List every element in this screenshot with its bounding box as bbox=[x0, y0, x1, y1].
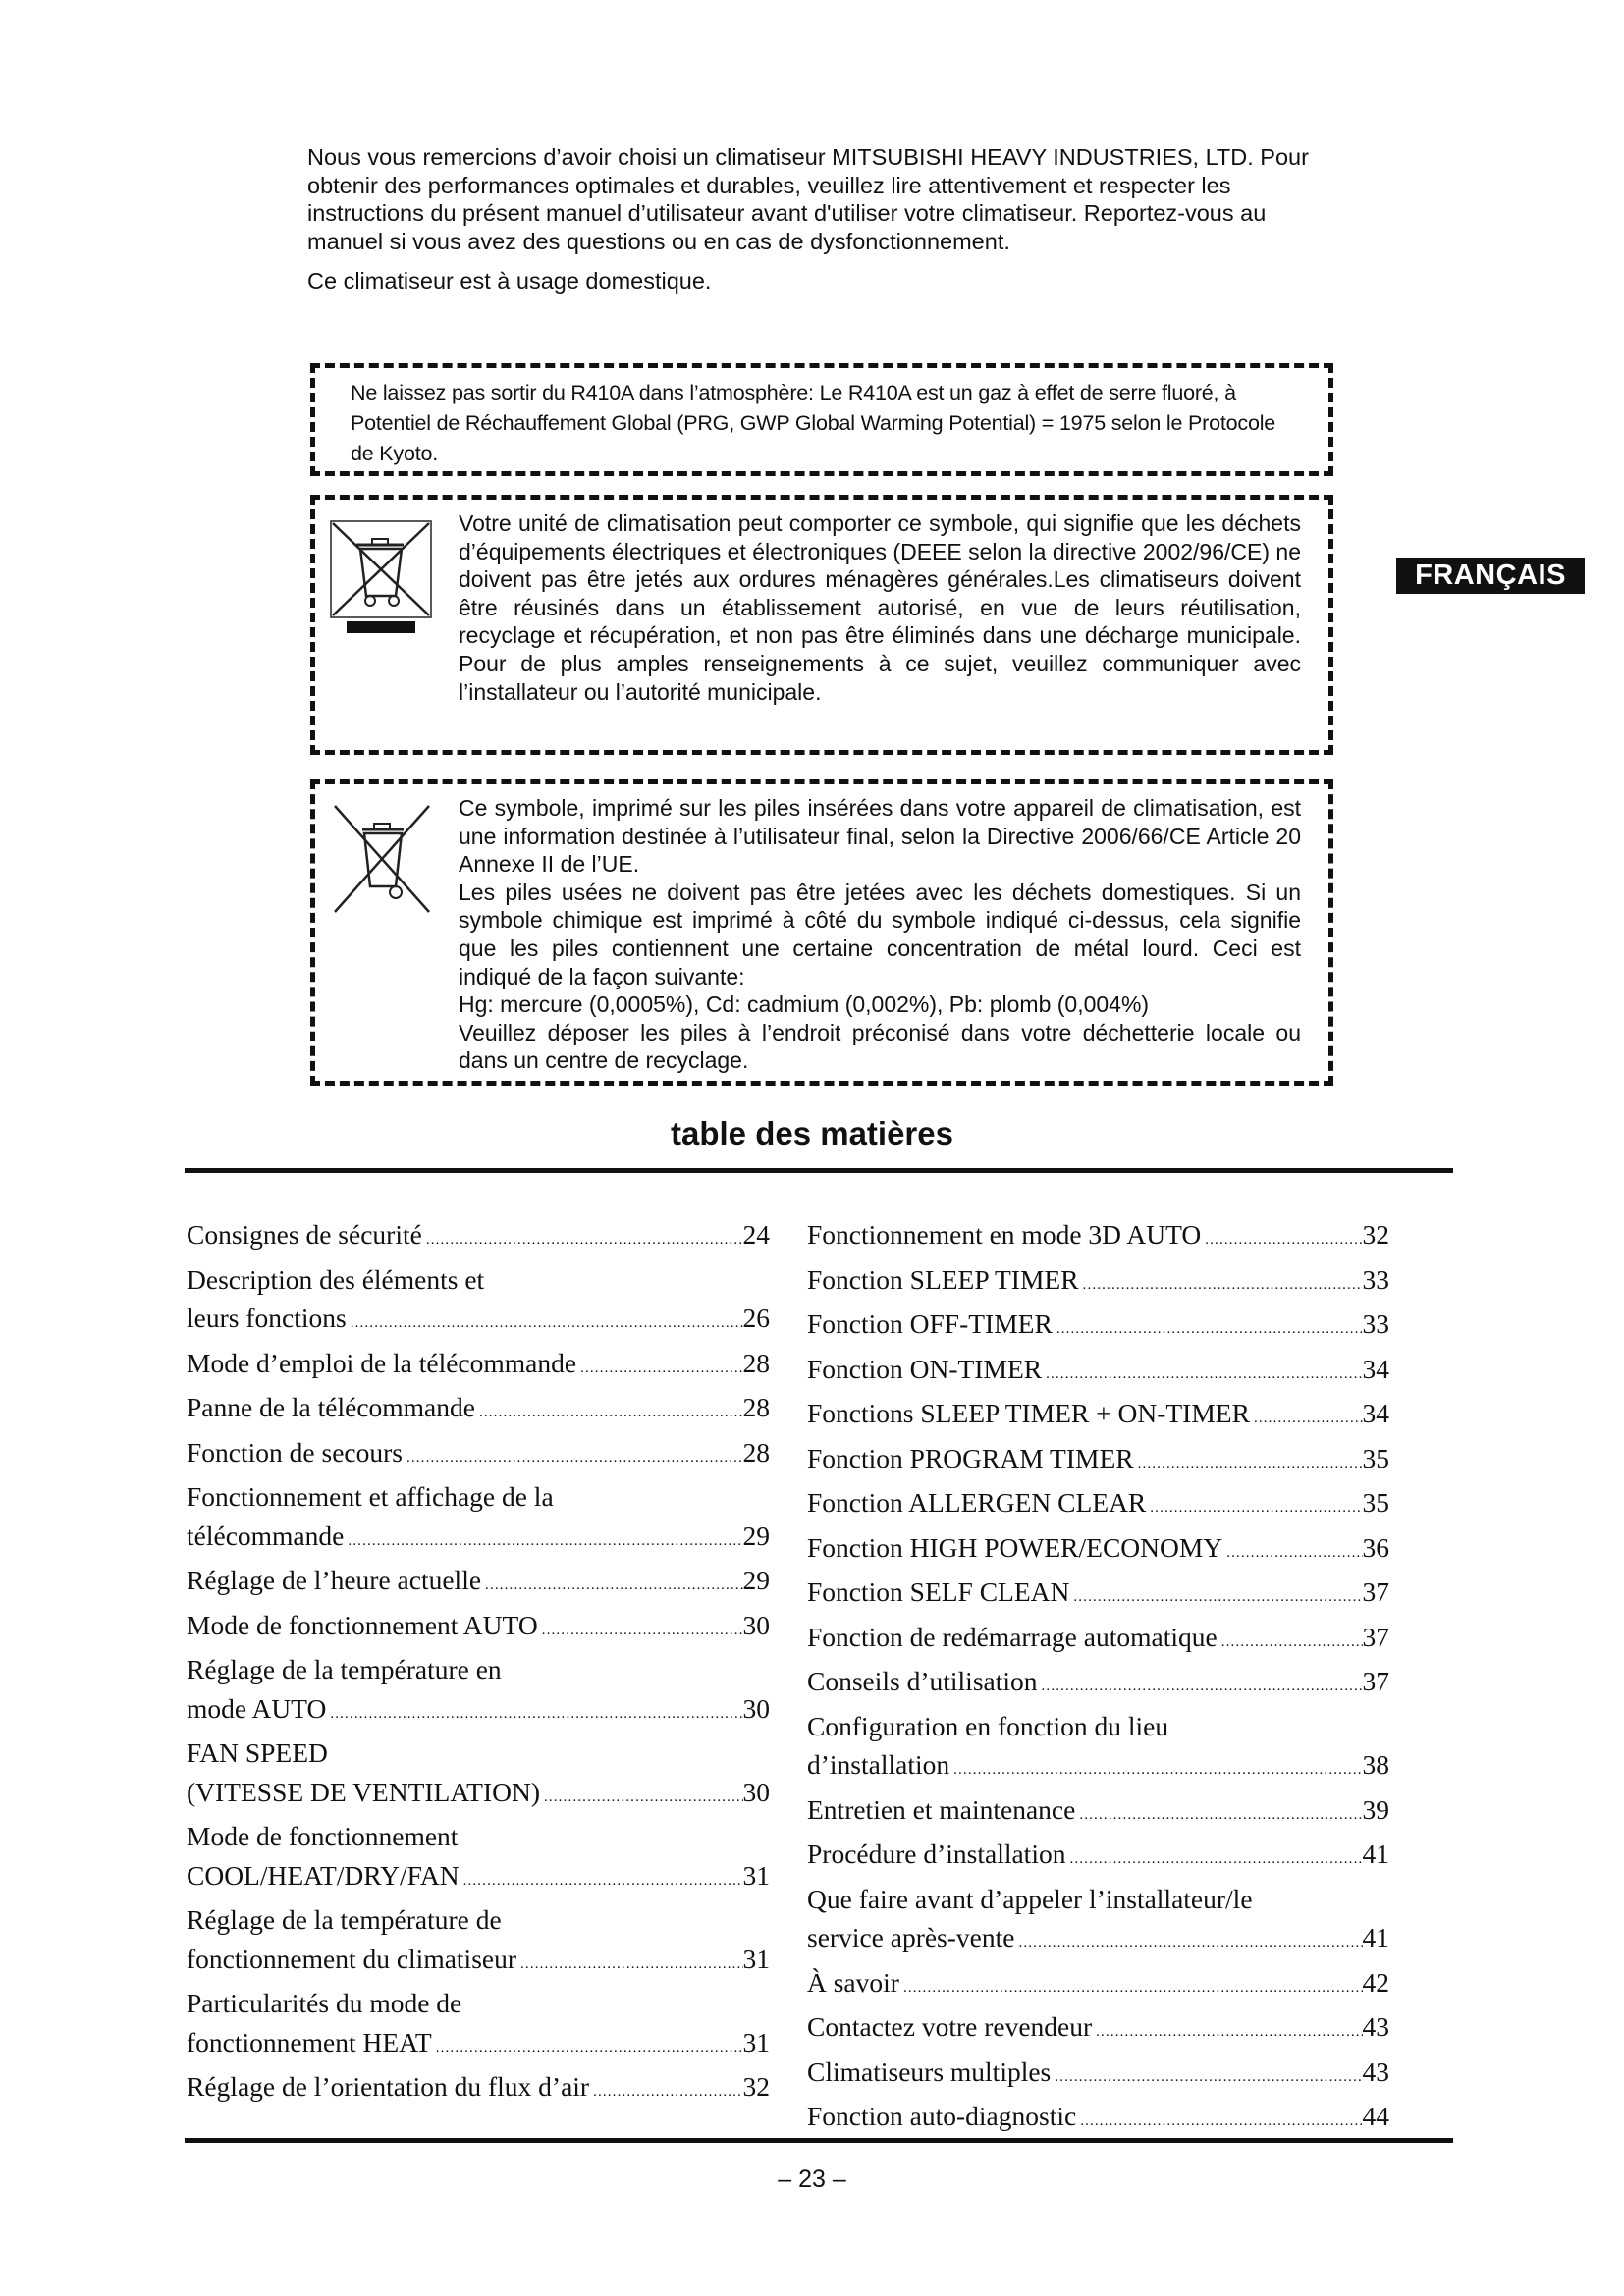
toc-dot-leader bbox=[1075, 1790, 1362, 1836]
toc-dot-leader bbox=[1038, 1662, 1363, 1707]
toc-entry bbox=[807, 1963, 1389, 2008]
toc-entry bbox=[187, 1433, 770, 1478]
toc-entry-title: Fonctions SLEEP TIMER + ON-TIMER bbox=[807, 1398, 1250, 1428]
toc-entry-page: 29 bbox=[742, 1565, 770, 1595]
refrigerant-warning-text: Ne laissez pas sortir du R410A dans l’atmosphère: Le R410A est un gaz à effet de serre fluoré, à Potentiel de Réchauffement Global (PRG, GWP Global Warming Potential) = 1975 selon le Protocole de Kyoto. bbox=[351, 381, 1276, 465]
toc-entry bbox=[807, 1707, 1389, 1746]
toc-entry-page: 24 bbox=[742, 1219, 770, 1250]
toc-dot-leader bbox=[403, 1433, 743, 1478]
toc-entry-title: COOL/HEAT/DRY/FAN bbox=[187, 1859, 460, 1891]
toc-dot-leader bbox=[1134, 1439, 1363, 1484]
refrigerant-warning-box bbox=[310, 363, 1333, 476]
toc-entry-title: Mode de fonctionnement bbox=[187, 1821, 459, 1851]
toc-entry bbox=[807, 1483, 1389, 1528]
toc-dot-leader bbox=[1065, 1835, 1362, 1880]
language-tab: FRANÇAIS bbox=[1396, 558, 1585, 594]
toc-dot-leader bbox=[1042, 1350, 1362, 1395]
toc-dot-leader bbox=[1250, 1394, 1363, 1439]
footer-rule bbox=[185, 2138, 1453, 2143]
toc-dot-leader bbox=[1053, 1305, 1363, 1350]
toc-entry-title: À savoir bbox=[807, 1966, 899, 1998]
toc-entry-title: Fonction HIGH POWER/ECONOMY bbox=[807, 1531, 1223, 1563]
toc-dot-leader bbox=[326, 1689, 742, 1735]
toc-entry-page: 37 bbox=[1362, 1666, 1389, 1696]
toc-entry-title: service après-vente bbox=[807, 1922, 1015, 1952]
battery-notice-paragraph-4: Veuillez déposer les piles à l’endroit préconisé dans votre déchetterie locale ou dans un centre de recyclage. bbox=[459, 1019, 1301, 1074]
toc-dot-leader bbox=[1146, 1483, 1362, 1528]
toc-entry-page: 33 bbox=[1362, 1308, 1389, 1339]
toc-entry-title: Fonction ON-TIMER bbox=[807, 1353, 1043, 1384]
toc-dot-leader bbox=[1051, 2053, 1362, 2098]
toc-dot-leader bbox=[540, 1773, 743, 1818]
toc-entry bbox=[807, 1439, 1389, 1484]
toc-entry-title: Mode d’emploi de la télécommande bbox=[187, 1347, 577, 1378]
toc-entry bbox=[187, 2067, 770, 2112]
toc-entry-title: Fonction auto-diagnostic bbox=[807, 2101, 1077, 2131]
toc-entry-title: Description des éléments et bbox=[187, 1263, 485, 1295]
toc-entry bbox=[187, 1517, 770, 1562]
toc-entry bbox=[807, 1618, 1389, 1663]
toc-entry-page: 30 bbox=[742, 1776, 770, 1807]
toc-entry bbox=[187, 1940, 770, 1985]
toc-entry-title: Fonction de secours bbox=[187, 1436, 403, 1468]
crossed-out-wheelie-bin-icon bbox=[327, 519, 435, 637]
toc-entry bbox=[187, 1900, 770, 1940]
toc-dot-leader bbox=[1079, 1260, 1363, 1306]
crossed-out-battery-bin-icon bbox=[333, 800, 431, 918]
toc-entry-page: 35 bbox=[1362, 1442, 1389, 1473]
toc-dot-leader bbox=[347, 1299, 743, 1344]
weee-notice-box bbox=[310, 495, 1333, 755]
intro-domestic-use-note: Ce climatiseur est à usage domestique. bbox=[307, 268, 712, 294]
toc-entry-title: leurs fonctions bbox=[187, 1303, 347, 1333]
toc-entry-page: 34 bbox=[1362, 1398, 1389, 1428]
toc-entry-page: 39 bbox=[1362, 1793, 1389, 1825]
toc-entry-title: d’installation bbox=[807, 1749, 950, 1780]
toc-entry-page: 31 bbox=[742, 1943, 770, 1974]
toc-entry-page: 43 bbox=[1362, 2011, 1389, 2042]
toc-title: table des matières bbox=[671, 1115, 953, 1151]
toc-entry bbox=[187, 2023, 770, 2068]
toc-entry bbox=[807, 1745, 1389, 1790]
toc-entry-title: (VITESSE DE VENTILATION) bbox=[187, 1776, 540, 1807]
toc-entry-page: 28 bbox=[742, 1347, 770, 1378]
toc-dot-leader bbox=[949, 1745, 1362, 1790]
toc-entry bbox=[807, 2007, 1389, 2053]
toc-entry bbox=[187, 1689, 770, 1735]
toc-entry bbox=[187, 1388, 770, 1433]
toc-entry-page: 33 bbox=[1362, 1263, 1389, 1295]
battery-notice-box bbox=[310, 779, 1333, 1086]
toc-entry bbox=[187, 1260, 770, 1300]
toc-dot-leader bbox=[1222, 1528, 1362, 1574]
toc-entry bbox=[807, 1835, 1389, 1880]
toc-entry-title: Fonction SLEEP TIMER bbox=[807, 1263, 1079, 1295]
toc-entry-title: Réglage de la température de bbox=[187, 1904, 502, 1935]
toc-dot-leader bbox=[1069, 1573, 1362, 1618]
toc-entry bbox=[807, 1528, 1389, 1574]
toc-dot-leader bbox=[344, 1517, 742, 1562]
toc-entry-title: Configuration en fonction du lieu bbox=[807, 1710, 1169, 1741]
toc-dot-leader bbox=[475, 1388, 743, 1433]
intro-paragraph: Nous vous remercions d’avoir choisi un climatiseur MITSUBISHI HEAVY INDUSTRIES, LTD. Pour obtenir des performances optimales et durables, veuillez lire attentivement et respecter les instructions du présent manuel d’utilisateur avant d'utiliser votre climatiseur. Reportez-vous au manuel si vous avez des questions ou en cas de dysfonctionnement. bbox=[307, 144, 1309, 254]
toc-entry-page: 44 bbox=[1362, 2101, 1389, 2131]
toc-entry-title: mode AUTO bbox=[187, 1692, 327, 1724]
toc-entry-page: 43 bbox=[1362, 2056, 1389, 2087]
toc-dot-leader bbox=[460, 1856, 743, 1901]
toc-entry bbox=[807, 1394, 1389, 1439]
toc-entry-title: Fonctionnement en mode 3D AUTO bbox=[807, 1219, 1202, 1250]
toc-entry-page: 36 bbox=[1362, 1531, 1389, 1563]
toc-entry-title: Climatiseurs multiples bbox=[807, 2056, 1052, 2087]
toc-entry-title: Particularités du mode de bbox=[187, 1988, 462, 2018]
toc-entry-page: 32 bbox=[742, 2071, 770, 2102]
toc-entry bbox=[807, 1260, 1389, 1306]
toc-entry-page: 32 bbox=[1362, 1219, 1389, 1250]
toc-entry bbox=[807, 1790, 1389, 1836]
toc-entry bbox=[807, 1215, 1389, 1260]
toc-entry-page: 26 bbox=[742, 1303, 770, 1333]
toc-dot-leader bbox=[589, 2067, 742, 2112]
toc-entry bbox=[187, 1984, 770, 2023]
toc-entry-title: Réglage de l’heure actuelle bbox=[187, 1565, 482, 1595]
toc-entry-title: Contactez votre revendeur bbox=[807, 2011, 1093, 2042]
toc-entry bbox=[187, 1650, 770, 1689]
toc-dot-leader bbox=[481, 1561, 742, 1606]
toc-entry-page: 38 bbox=[1362, 1749, 1389, 1780]
toc-entry-title: fonctionnement du climatiseur bbox=[187, 1943, 517, 1974]
toc-entry-page: 28 bbox=[742, 1436, 770, 1468]
toc-dot-leader bbox=[422, 1215, 743, 1260]
toc-entry-page: 28 bbox=[742, 1392, 770, 1422]
toc-entry-title: Panne de la télécommande bbox=[187, 1392, 475, 1422]
toc-entry bbox=[187, 1734, 770, 1773]
weee-notice-text-block bbox=[459, 509, 1301, 706]
toc-entry-title: Que faire avant d’appeler l’installateur/le bbox=[807, 1883, 1253, 1914]
toc-entry-title: FAN SPEED bbox=[187, 1737, 328, 1768]
toc-entry bbox=[807, 1662, 1389, 1707]
toc-dot-leader bbox=[1014, 1918, 1362, 1963]
toc-entry bbox=[187, 1817, 770, 1856]
toc-entry bbox=[187, 1344, 770, 1389]
toc-entry bbox=[187, 1856, 770, 1901]
battery-notice-paragraph-3: Hg: mercure (0,0005%), Cd: cadmium (0,002%), Pb: plomb (0,004%) bbox=[459, 991, 1150, 1018]
toc-dot-leader bbox=[899, 1963, 1363, 2008]
toc-entry-title: Fonction OFF-TIMER bbox=[807, 1308, 1053, 1339]
toc-top-rule bbox=[185, 1168, 1453, 1173]
toc-left-column bbox=[187, 1215, 770, 2112]
toc-entry bbox=[187, 1606, 770, 1651]
toc-entry-title: Fonction ALLERGEN CLEAR bbox=[807, 1487, 1147, 1518]
intro-text bbox=[307, 143, 1338, 295]
toc-entry-title: télécommande bbox=[187, 1520, 345, 1551]
toc-entry-title: Fonction PROGRAM TIMER bbox=[807, 1442, 1134, 1473]
battery-notice-text-block bbox=[459, 794, 1301, 1075]
toc-entry-page: 42 bbox=[1362, 1966, 1389, 1998]
toc-dot-leader bbox=[1076, 2097, 1362, 2142]
toc-dot-leader bbox=[576, 1344, 742, 1389]
toc-entry-page: 31 bbox=[742, 2026, 770, 2057]
toc-dot-leader bbox=[516, 1940, 742, 1985]
battery-notice-paragraph-2: Les piles usées ne doivent pas être jetées avec les déchets domestiques. Si un symbole chimique est imprimé à côté du symbole indiqué ci-dessus, cela signifie que les piles contiennent une certaine concentration de métal lourd. Ceci est indiqué de la façon suivante: bbox=[459, 879, 1301, 989]
toc-entry-title: Fonctionnement et affichage de la bbox=[187, 1481, 554, 1512]
toc-entry-title: Conseils d’utilisation bbox=[807, 1666, 1038, 1696]
toc-entry-page: 37 bbox=[1362, 1621, 1389, 1652]
toc-dot-leader bbox=[1201, 1215, 1362, 1260]
toc-entry-page: 30 bbox=[742, 1692, 770, 1724]
toc-entry bbox=[187, 1215, 770, 1260]
toc-entry bbox=[187, 1477, 770, 1517]
toc-entry bbox=[807, 1573, 1389, 1618]
toc-entry bbox=[187, 1773, 770, 1818]
toc-entry-title: Consignes de sécurité bbox=[187, 1219, 422, 1250]
toc-entry bbox=[807, 1350, 1389, 1395]
toc-entry bbox=[187, 1299, 770, 1344]
toc-entry-title: Réglage de la température en bbox=[187, 1654, 502, 1684]
toc-entry bbox=[807, 1880, 1389, 1919]
toc-entry-page: 41 bbox=[1362, 1922, 1389, 1952]
toc-entry-title: fonctionnement HEAT bbox=[187, 2026, 432, 2057]
toc-entry-page: 35 bbox=[1362, 1487, 1389, 1518]
toc-entry-page: 31 bbox=[742, 1859, 770, 1891]
toc-entry-title: Entretien et maintenance bbox=[807, 1793, 1076, 1825]
toc-entry-title: Fonction SELF CLEAN bbox=[807, 1576, 1070, 1607]
toc-entry bbox=[807, 2053, 1389, 2098]
toc-entry-page: 34 bbox=[1362, 1353, 1389, 1384]
toc-entry bbox=[807, 1305, 1389, 1350]
toc-entry bbox=[187, 1561, 770, 1606]
toc-entry-page: 29 bbox=[742, 1520, 770, 1551]
weee-notice-text: Votre unité de climatisation peut comporter ce symbole, qui signifie que les déchets d’équipements électriques et électroniques (DEEE selon la directive 2002/96/CE) ne doivent pas être jetés aux ordures ménagères générales.Les climatiseurs doivent être réusinés dans un établissement autorisé, en vue de leurs réutilisation, recyclage et récupération, et non pas être éliminés dans une décharge municipale. Pour de plus amples renseignements à ce sujet, veuillez communiquer avec l’installateur ou l’autorité municipale. bbox=[459, 510, 1301, 705]
toc-entry-title: Procédure d’installation bbox=[807, 1839, 1066, 1869]
toc-entry-title: Réglage de l’orientation du flux d’air bbox=[187, 2071, 590, 2102]
toc-dot-leader bbox=[1092, 2007, 1362, 2053]
toc-entry-title: Mode de fonctionnement AUTO bbox=[187, 1609, 538, 1640]
battery-notice-paragraph-1: Ce symbole, imprimé sur les piles insérées dans votre appareil de climatisation, est une information destinée à l’utilisateur final, selon la Directive 2006/66/CE Article 20 Annexe II de l’UE. bbox=[459, 795, 1301, 878]
toc-dot-leader bbox=[432, 2023, 743, 2068]
toc-entry-title: Fonction de redémarrage automatique bbox=[807, 1621, 1218, 1652]
toc-entry-page: 37 bbox=[1362, 1576, 1389, 1607]
toc-entry bbox=[807, 2097, 1389, 2142]
toc-entry-page: 41 bbox=[1362, 1839, 1389, 1869]
toc-dot-leader bbox=[1218, 1618, 1363, 1663]
toc-right-column bbox=[807, 1215, 1389, 2142]
toc-entry-page: 30 bbox=[742, 1609, 770, 1640]
toc-entry bbox=[807, 1918, 1389, 1963]
toc-dot-leader bbox=[538, 1606, 743, 1651]
page-number: – 23 – bbox=[778, 2165, 846, 2193]
